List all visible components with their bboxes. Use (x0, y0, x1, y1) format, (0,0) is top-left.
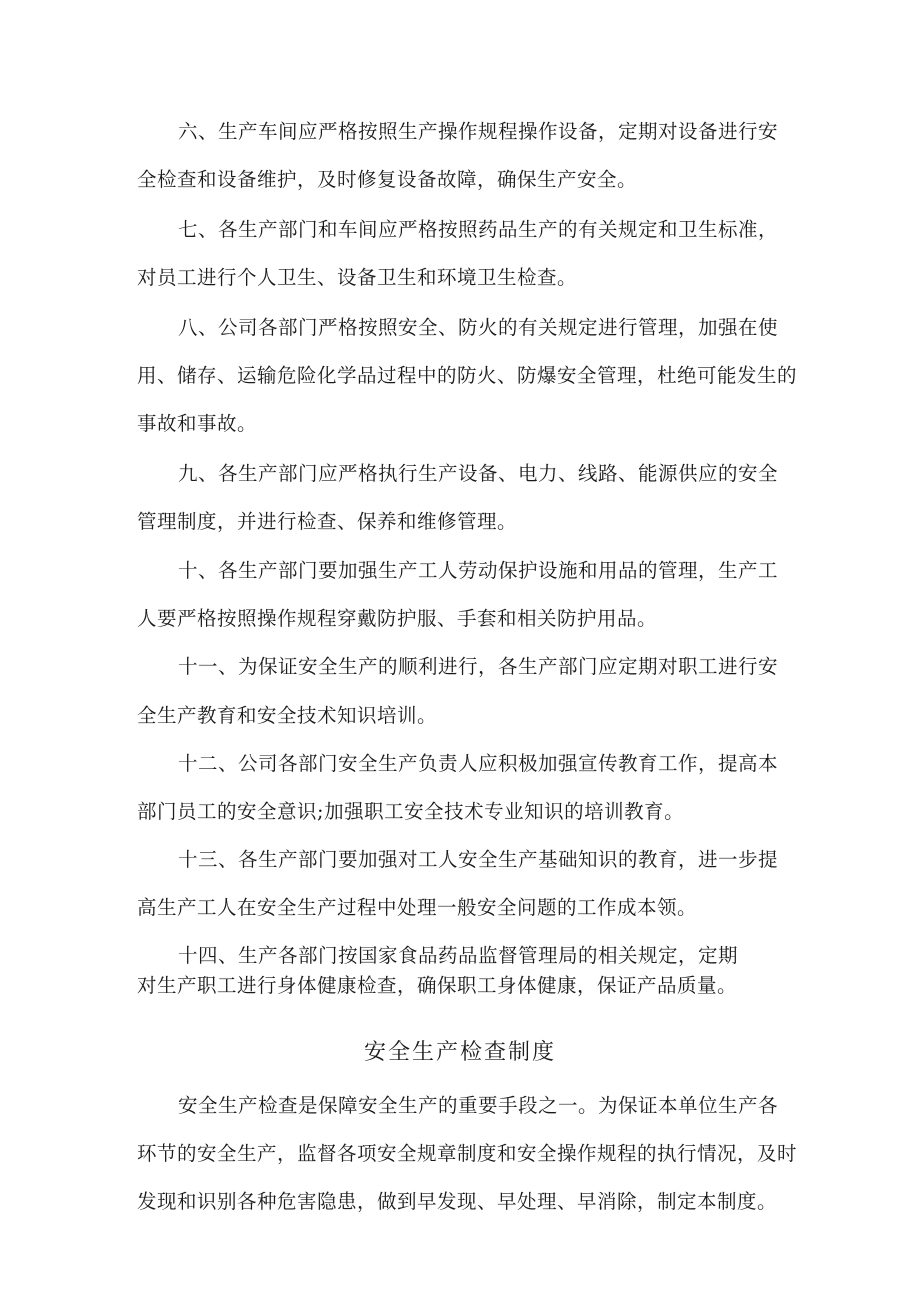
para-14-line-1: 十四、生产各部门按国家食品药品监督管理局的相关规定，定期 (178, 944, 739, 967)
para-10-line-1: 十、各生产部门要加强生产工人劳动保护设施和用品的管理，生产工 (178, 559, 779, 582)
intro-line-2: 环节的安全生产，监督各项安全规章制度和安全操作规程的执行情况，及时 (137, 1142, 798, 1165)
para-8-line-2: 用、储存、运输危险化学品过程中的防火、防爆安全管理，杜绝可能发生的 (137, 364, 798, 387)
para-14-line-2: 对生产职工进行身体健康检查，确保职工身体健康，保证产品质量。 (137, 974, 738, 997)
intro-line-1: 安全生产检查是保障安全生产的重要手段之一。为保证本单位生产各 (178, 1094, 779, 1117)
para-8-line-3: 事故和事故。 (137, 412, 258, 435)
para-7-line-2: 对员工进行个人卫生、设备卫生和环境卫生检查。 (137, 266, 578, 289)
para-6-line-2: 全检查和设备维护，及时修复设备故障，确保生产安全。 (137, 168, 638, 191)
para-9-line-1: 九、各生产部门应严格执行生产设备、电力、线路、能源供应的安全 (178, 462, 779, 485)
para-13-line-2: 高生产工人在安全生产过程中处理一般安全问题的工作成本领。 (137, 896, 698, 919)
para-13-line-1: 十三、各生产部门要加强对工人安全生产基础知识的教育，进一步提 (178, 848, 779, 871)
section-title: 安全生产检查制度 (363, 1040, 556, 1065)
para-8-line-1: 八、公司各部门严格按照安全、防火的有关规定进行管理，加强在使 (178, 316, 779, 339)
para-11-line-2: 全生产教育和安全技术知识培训。 (137, 704, 438, 727)
intro-line-3: 发现和识别各种危害隐患，做到早发现、早处理、早消除，制定本制度。 (137, 1190, 778, 1213)
para-6-line-1: 六、生产车间应严格按照生产操作规程操作设备，定期对设备进行安 (178, 120, 779, 143)
para-11-line-1: 十一、为保证安全生产的顺利进行，各生产部门应定期对职工进行安 (178, 655, 779, 678)
para-9-line-2: 管理制度，并进行检查、保养和维修管理。 (137, 510, 518, 533)
para-12-line-1: 十二、公司各部门安全生产负责人应积极加强宣传教育工作，提高本 (178, 752, 779, 775)
para-10-line-2: 人要严格按照操作规程穿戴防护服、手套和相关防护用品。 (137, 607, 658, 630)
para-12-line-2: 部门员工的安全意识;加强职工安全技术专业知识的培训教育。 (137, 800, 685, 823)
para-7-line-1: 七、各生产部门和车间应严格按照药品生产的有关规定和卫生标准， (178, 218, 779, 241)
